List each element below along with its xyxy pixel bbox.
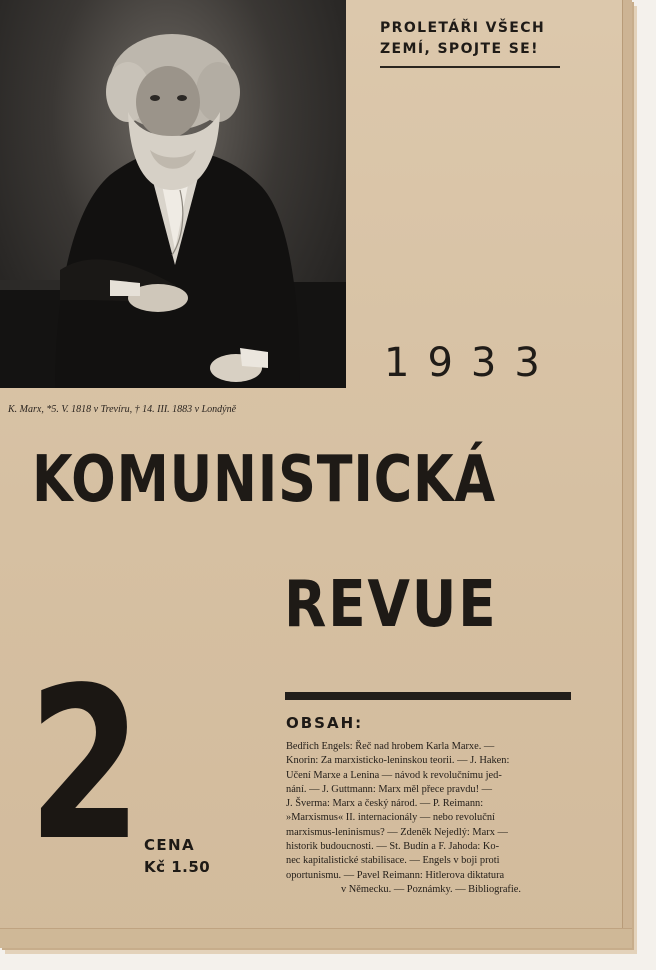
issue-number: 2	[28, 642, 142, 887]
contents-line: J. Šverma: Marx a český národ. — P. Reimann:	[286, 798, 484, 810]
price-label: CENA	[144, 836, 196, 854]
contents-line: historik budoucnosti. — St. Budín a F. Jahoda: Ko-	[286, 841, 500, 853]
title-line-1: KOMUNISTICKÁ	[32, 443, 496, 517]
motto-line-1: PROLETÁŘI VŠECH	[380, 20, 546, 36]
title-line-2: REVUE	[284, 568, 498, 642]
portrait-photo	[0, 0, 346, 388]
price-value: Kč 1.50	[144, 858, 211, 876]
page-edge-right	[622, 0, 632, 948]
contents-line: nec kapitalistické stabilisace. — Engels v boji proti	[286, 855, 500, 867]
motto-line-2: ZEMÍ, SPOJTE SE!	[380, 41, 539, 57]
contents-line: marxismus-leninismus? — Zdeněk Nejedlý: Marx —	[286, 826, 508, 838]
contents-list	[286, 740, 576, 897]
page-edge-bottom	[0, 928, 632, 948]
contents-line: Učení Marxe a Lenina — návod k revolučnímu jed-	[286, 769, 502, 781]
contents-line: oportunismu. — Pavel Reimann: Hitlerova diktatura	[286, 869, 505, 881]
motto	[380, 18, 560, 60]
contents-line: »Marxismus« II. internacionály — nebo revoluční	[286, 812, 495, 824]
publication-year: 1933	[384, 340, 558, 386]
contents-line: Bedřich Engels: Řeč nad hrobem Karla Marxe. —	[286, 741, 495, 752]
portrait-caption: K. Marx, *5. V. 1818 v Trevíru, † 14. III. 1883 v Londýně	[8, 404, 237, 415]
portrait-figure	[0, 0, 346, 388]
contents-rule	[285, 692, 571, 700]
contents-heading: OBSAH:	[286, 714, 364, 732]
contents-line: v Německu. — Poznámky. — Bibliografie.	[341, 883, 521, 895]
motto-underline	[380, 66, 560, 68]
contents-line: Knorin: Za marxisticko-leninskou teorii. — J. Haken:	[286, 755, 510, 767]
contents-line: nání. — J. Guttmann: Marx měl přece pravdu! —	[286, 783, 493, 795]
